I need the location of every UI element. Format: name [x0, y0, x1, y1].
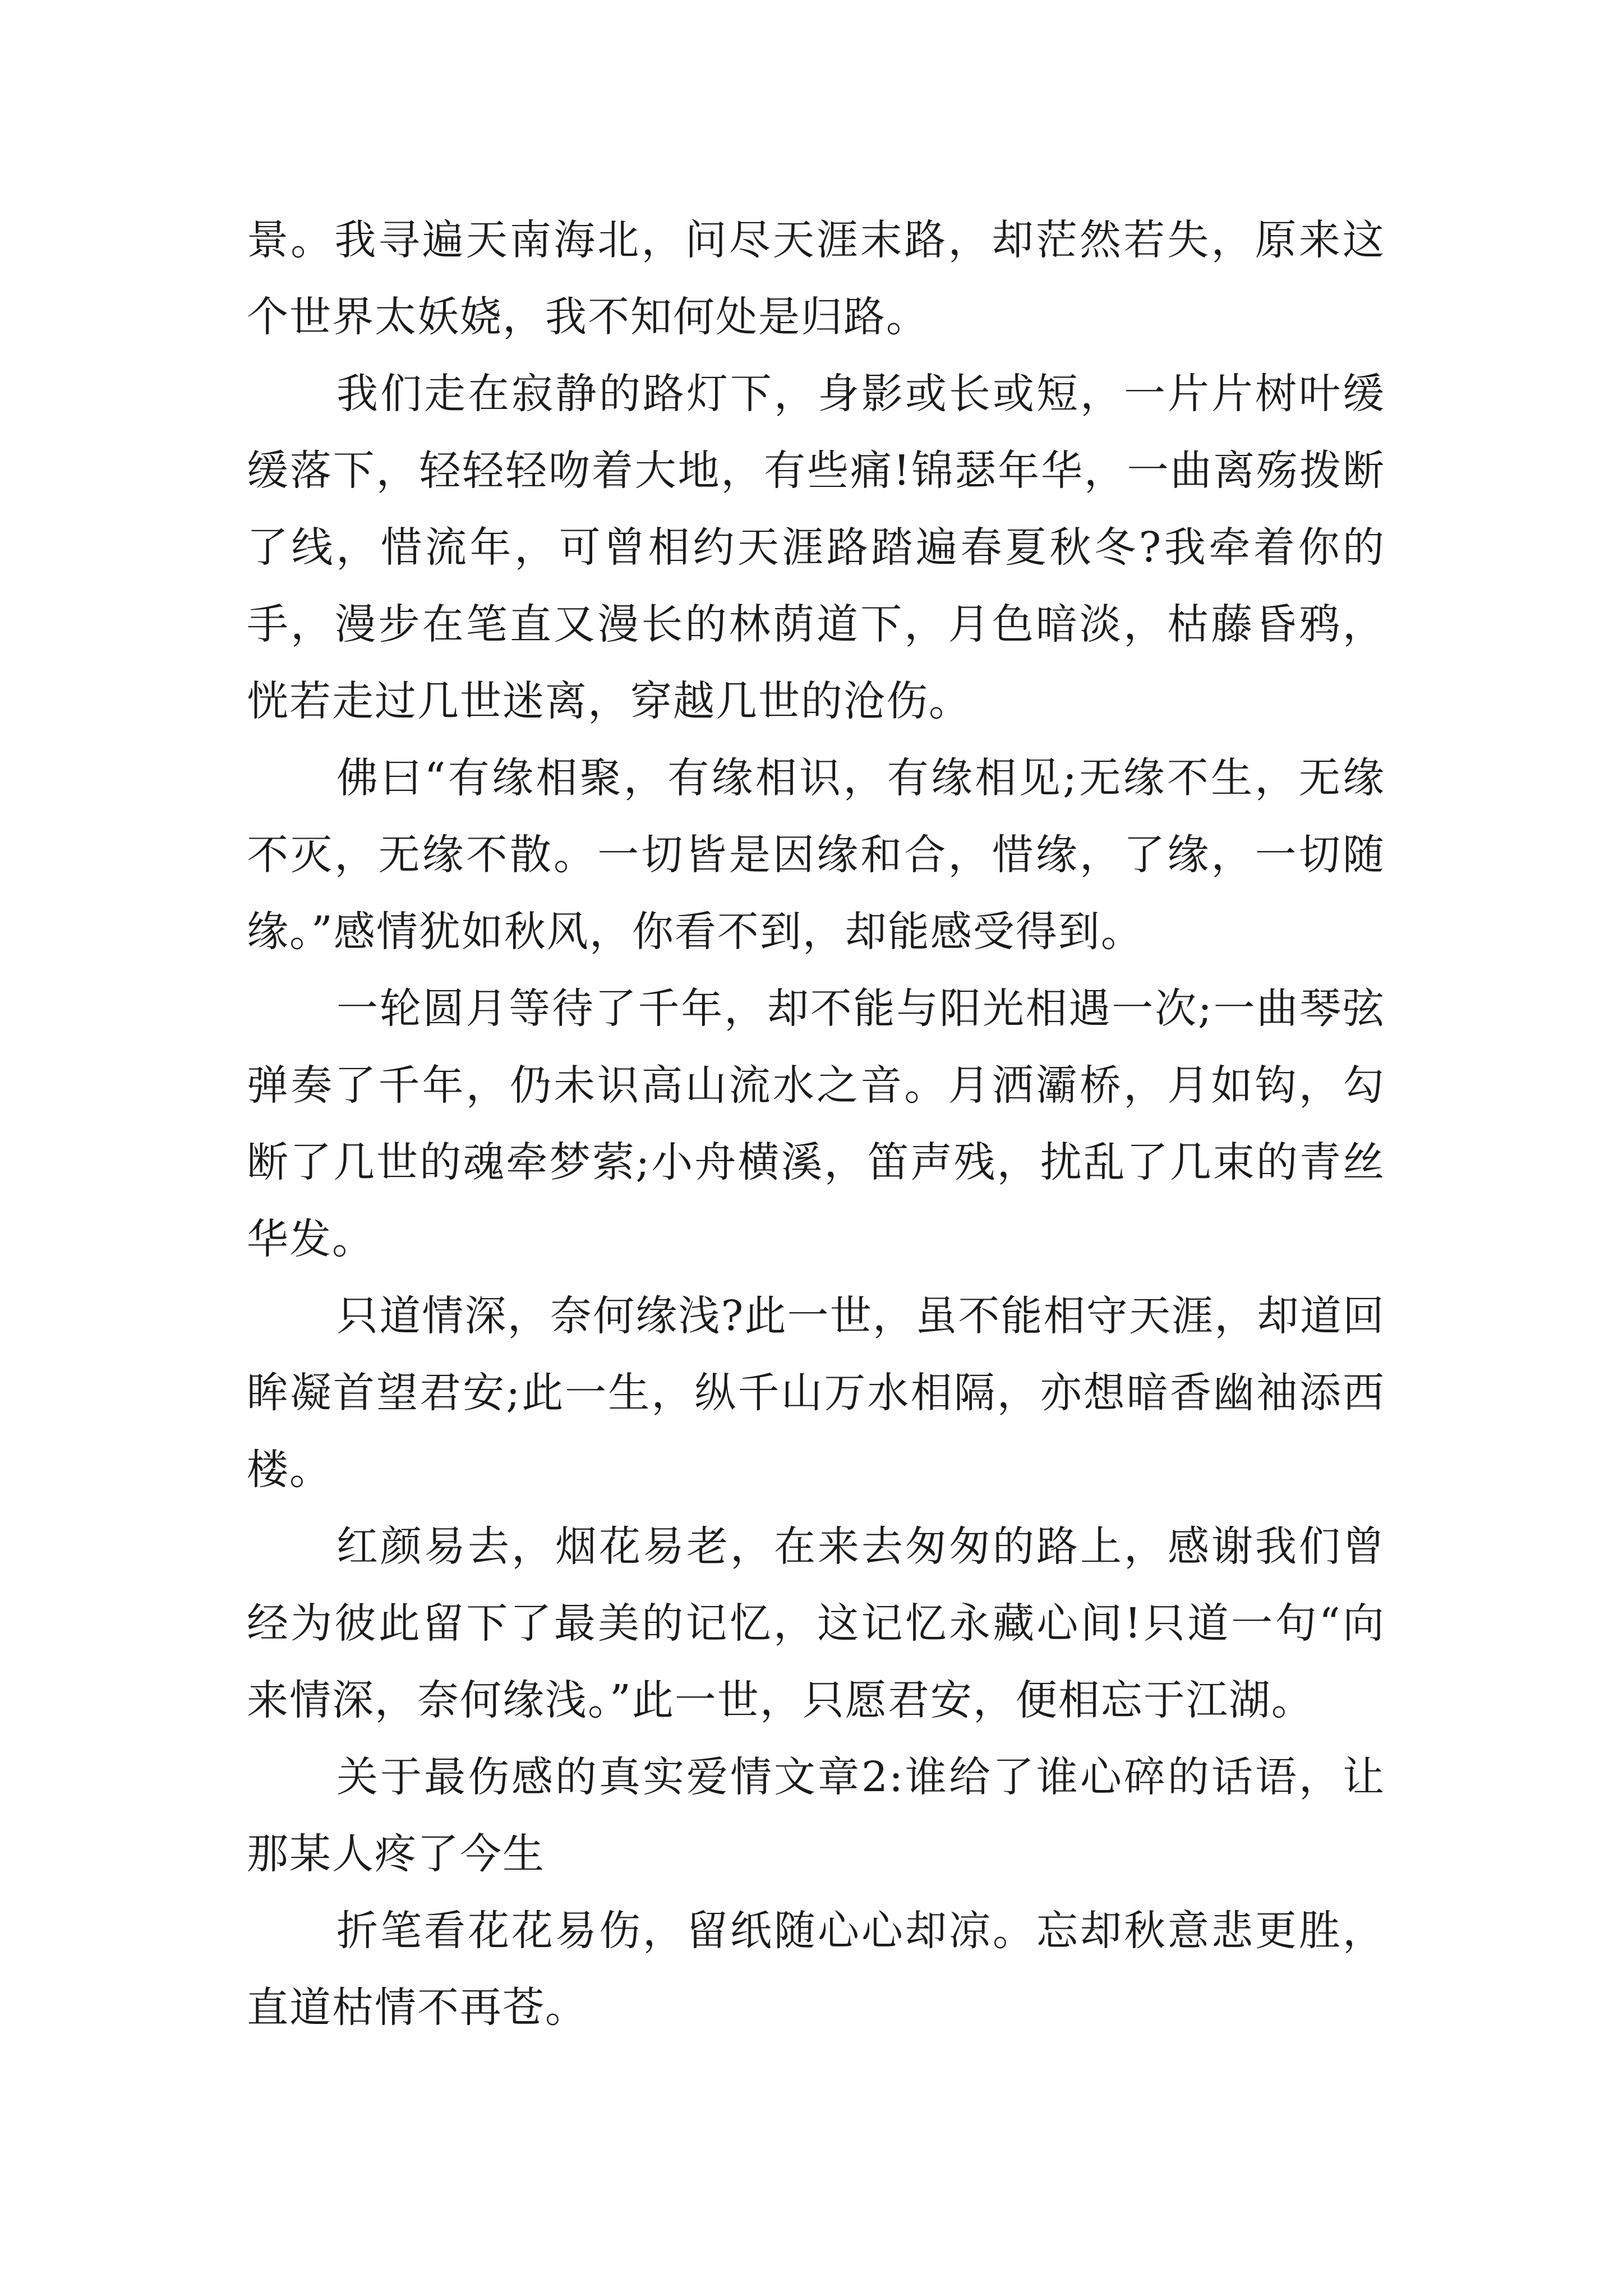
paragraph-street-lamp: 我们走在寂静的路灯下，身影或长或短，一片片树叶缓缓落下，轻轻轻吻着大地，有些痛!锦瑟年华，一曲离殇拨断了线，惜流年，可曾相约天涯路踏遍春夏秋冬?我牵着你的手，漫步在笔直又漫长的林荫道下，月色暗淡，枯藤昏鸦，恍若走过几世迷离，穿越几世的沧伤。: [247, 370, 1385, 725]
paragraph-buddha-quote: 佛曰“有缘相聚，有缘相识，有缘相见;无缘不生，无缘不灭，无缘不散。一切皆是因缘和合，惜缘，了缘，一切随缘。”感情犹如秋风，你看不到，却能感受得到。: [247, 754, 1385, 956]
paragraph-full-moon: 一轮圆月等待了千年，却不能与阳光相遇一次;一曲琴弦弹奏了千年，仍未识高山流水之音。月洒灞桥，月如钩，勾断了几世的魂牵梦萦;小舟横溪，笛声残，扰乱了几束的青丝华发。: [247, 984, 1385, 1263]
paragraph-deep-feeling: 只道情深，奈何缘浅?此一世，虽不能相守天涯，却道回眸凝首望君安;此一生，纵千山万水相隔，亦想暗香幽袖添西楼。: [247, 1292, 1385, 1494]
paragraph-poem: 折笔看花花易伤，留纸随心心却凉。忘却秋意悲更胜，直道枯情不再苍。: [247, 1907, 1385, 2032]
paragraph-fading-beauty: 红颜易去，烟花易老，在来去匆匆的路上，感谢我们曾经为彼此留下了最美的记忆，这记忆永藏心间!只道一句“向来情深，奈何缘浅。”此一世，只愿君安，便相忘于江湖。: [247, 1522, 1385, 1724]
paragraph-continuation: 景。我寻遍天南海北，问尽天涯末路，却茫然若失，原来这个世界太妖娆，我不知何处是归路。: [247, 216, 1385, 341]
section-heading: 关于最伤感的真实爱情文章2:谁给了谁心碎的话语，让那某人疼了今生: [247, 1753, 1385, 1878]
body-text: [247, 202, 1385, 2046]
